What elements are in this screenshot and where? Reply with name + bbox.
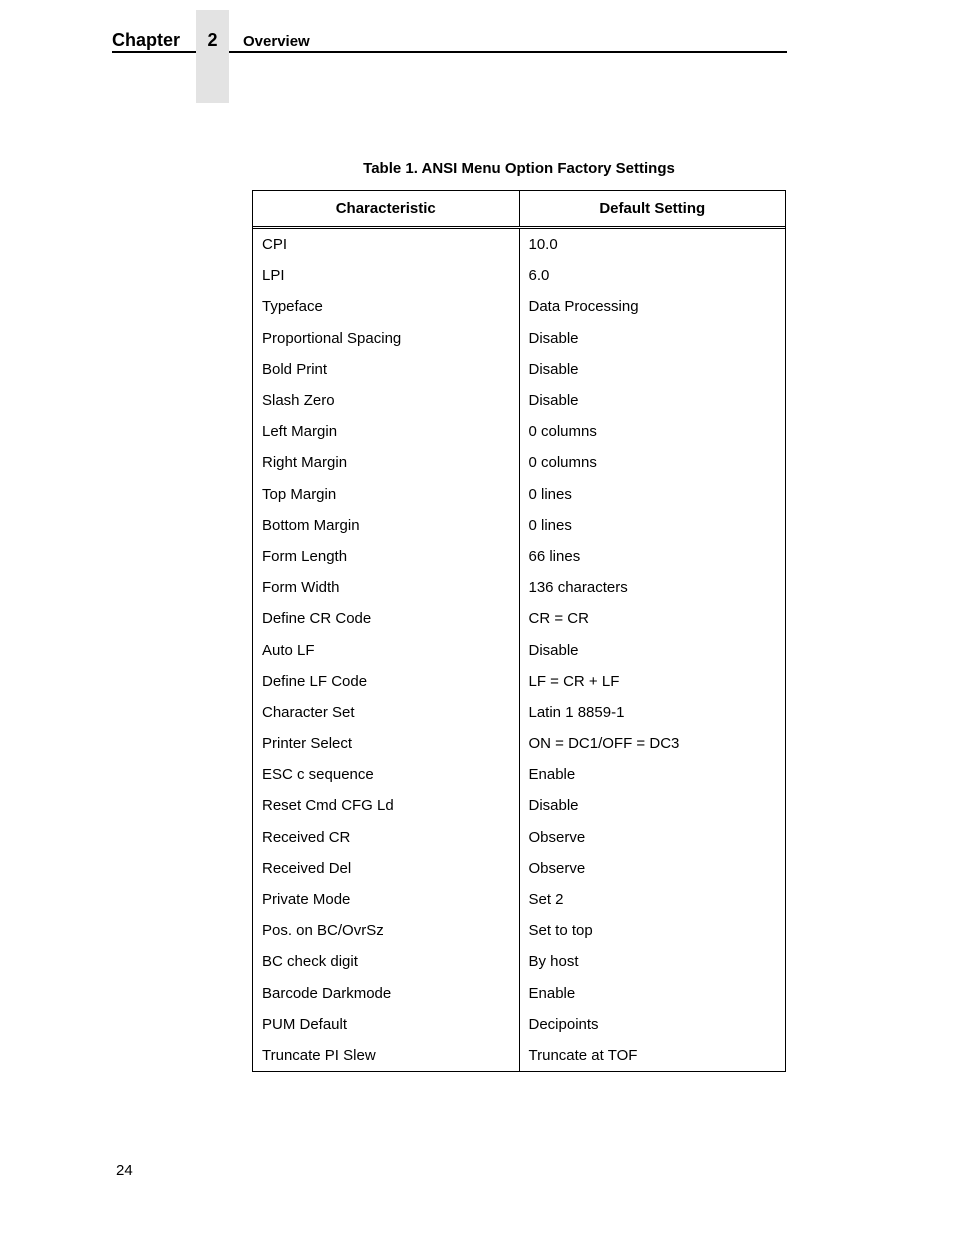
- table-row: [253, 323, 785, 354]
- table-header-row: [253, 191, 785, 229]
- characteristic-cell: PUM Default: [262, 1015, 348, 1033]
- default-setting-cell: 66 lines: [519, 541, 786, 572]
- table-row: [253, 728, 785, 759]
- characteristic-cell: Form Length: [262, 547, 348, 565]
- characteristic-cell: Character Set: [262, 703, 355, 721]
- table-row: [253, 946, 785, 977]
- table-row: [253, 666, 785, 697]
- characteristic-cell: Define LF Code: [262, 672, 368, 690]
- default-setting-cell: LF = CR + LF: [519, 666, 786, 697]
- characteristic-cell: Received Del: [262, 859, 352, 877]
- default-setting-cell: Truncate at TOF: [519, 1040, 786, 1071]
- characteristic-cell: Barcode Darkmode: [262, 984, 392, 1002]
- default-setting-cell: Decipoints: [519, 1009, 786, 1040]
- default-setting-cell: Disable: [519, 790, 786, 821]
- characteristic-cell: Received CR: [262, 828, 351, 846]
- table-row: [253, 603, 785, 634]
- table-row: [253, 447, 785, 478]
- default-setting-cell: Disable: [519, 354, 786, 385]
- default-setting-cell: Observe: [519, 853, 786, 884]
- chapter-tab: [196, 10, 229, 103]
- table-row: [253, 790, 785, 821]
- header-rule-left: [112, 51, 196, 53]
- section-title: Overview: [243, 33, 310, 50]
- characteristic-cell: Printer Select: [262, 735, 353, 753]
- characteristic-cell: Private Mode: [262, 891, 351, 909]
- characteristic-cell: CPI: [262, 236, 288, 254]
- table-row: [253, 354, 785, 385]
- header-rule-right: [229, 51, 787, 53]
- characteristic-cell: ESC c sequence: [262, 766, 374, 784]
- default-setting-cell: 0 lines: [519, 510, 786, 541]
- characteristic-cell: Bottom Margin: [262, 516, 360, 534]
- default-setting-cell: Enable: [519, 978, 786, 1009]
- table-row: [253, 978, 785, 1009]
- default-setting-cell: 10.0: [519, 229, 786, 260]
- characteristic-cell: Truncate PI Slew: [262, 1046, 376, 1064]
- table-row: [253, 884, 785, 915]
- column-header-default-setting: Default Setting: [519, 191, 786, 226]
- default-setting-cell: Data Processing: [519, 291, 786, 322]
- default-setting-cell: Set to top: [519, 915, 786, 946]
- default-setting-cell: 0 lines: [519, 479, 786, 510]
- default-setting-cell: ON = DC1/OFF = DC3: [519, 728, 786, 759]
- table-row: [253, 822, 785, 853]
- default-setting-cell: 6.0: [519, 260, 786, 291]
- page-number: 24: [116, 1162, 133, 1179]
- default-setting-cell: Disable: [519, 323, 786, 354]
- characteristic-cell: Top Margin: [262, 485, 337, 503]
- characteristic-cell: Left Margin: [262, 423, 338, 441]
- default-setting-cell: Disable: [519, 634, 786, 665]
- default-setting-cell: 0 columns: [519, 447, 786, 478]
- chapter-number: 2: [207, 30, 218, 50]
- table-row: [253, 416, 785, 447]
- characteristic-cell: Define CR Code: [262, 610, 372, 628]
- default-setting-cell: Disable: [519, 385, 786, 416]
- chapter-label: Chapter: [112, 30, 181, 50]
- characteristic-cell: Proportional Spacing: [262, 329, 402, 347]
- characteristic-cell: Auto LF: [262, 641, 315, 659]
- characteristic-cell: LPI: [262, 267, 285, 285]
- table-row: [253, 479, 785, 510]
- table-row: [253, 697, 785, 728]
- table-row: [253, 634, 785, 665]
- default-setting-cell: Set 2: [519, 884, 786, 915]
- default-setting-cell: Observe: [519, 822, 786, 853]
- characteristic-cell: Typeface: [262, 298, 323, 316]
- table-row: [253, 510, 785, 541]
- table-row: [253, 1040, 785, 1071]
- table-row: [253, 541, 785, 572]
- characteristic-cell: Bold Print: [262, 360, 328, 378]
- table-caption: Table 1. ANSI Menu Option Factory Settings: [363, 160, 675, 177]
- table-row: [253, 229, 785, 260]
- table-row: [253, 291, 785, 322]
- characteristic-cell: BC check digit: [262, 953, 358, 971]
- table-row: [253, 1009, 785, 1040]
- default-setting-cell: By host: [519, 946, 786, 977]
- characteristic-cell: Pos. on BC/OvrSz: [262, 922, 384, 940]
- default-setting-cell: CR = CR: [519, 603, 786, 634]
- table-row: [253, 759, 785, 790]
- default-setting-cell: 0 columns: [519, 416, 786, 447]
- table-row: [253, 572, 785, 603]
- default-setting-cell: Enable: [519, 759, 786, 790]
- column-header-characteristic: Characteristic: [335, 200, 436, 217]
- settings-table: [252, 190, 786, 1072]
- table-row: [253, 260, 785, 291]
- table-row: [253, 853, 785, 884]
- characteristic-cell: Slash Zero: [262, 392, 335, 410]
- characteristic-cell: Form Width: [262, 579, 340, 597]
- characteristic-cell: Reset Cmd CFG Ld: [262, 797, 394, 815]
- table-row: [253, 385, 785, 416]
- table-body: [253, 229, 785, 1071]
- default-setting-cell: Latin 1 8859-1: [519, 697, 786, 728]
- default-setting-cell: 136 characters: [519, 572, 786, 603]
- table-row: [253, 915, 785, 946]
- characteristic-cell: Right Margin: [262, 454, 348, 472]
